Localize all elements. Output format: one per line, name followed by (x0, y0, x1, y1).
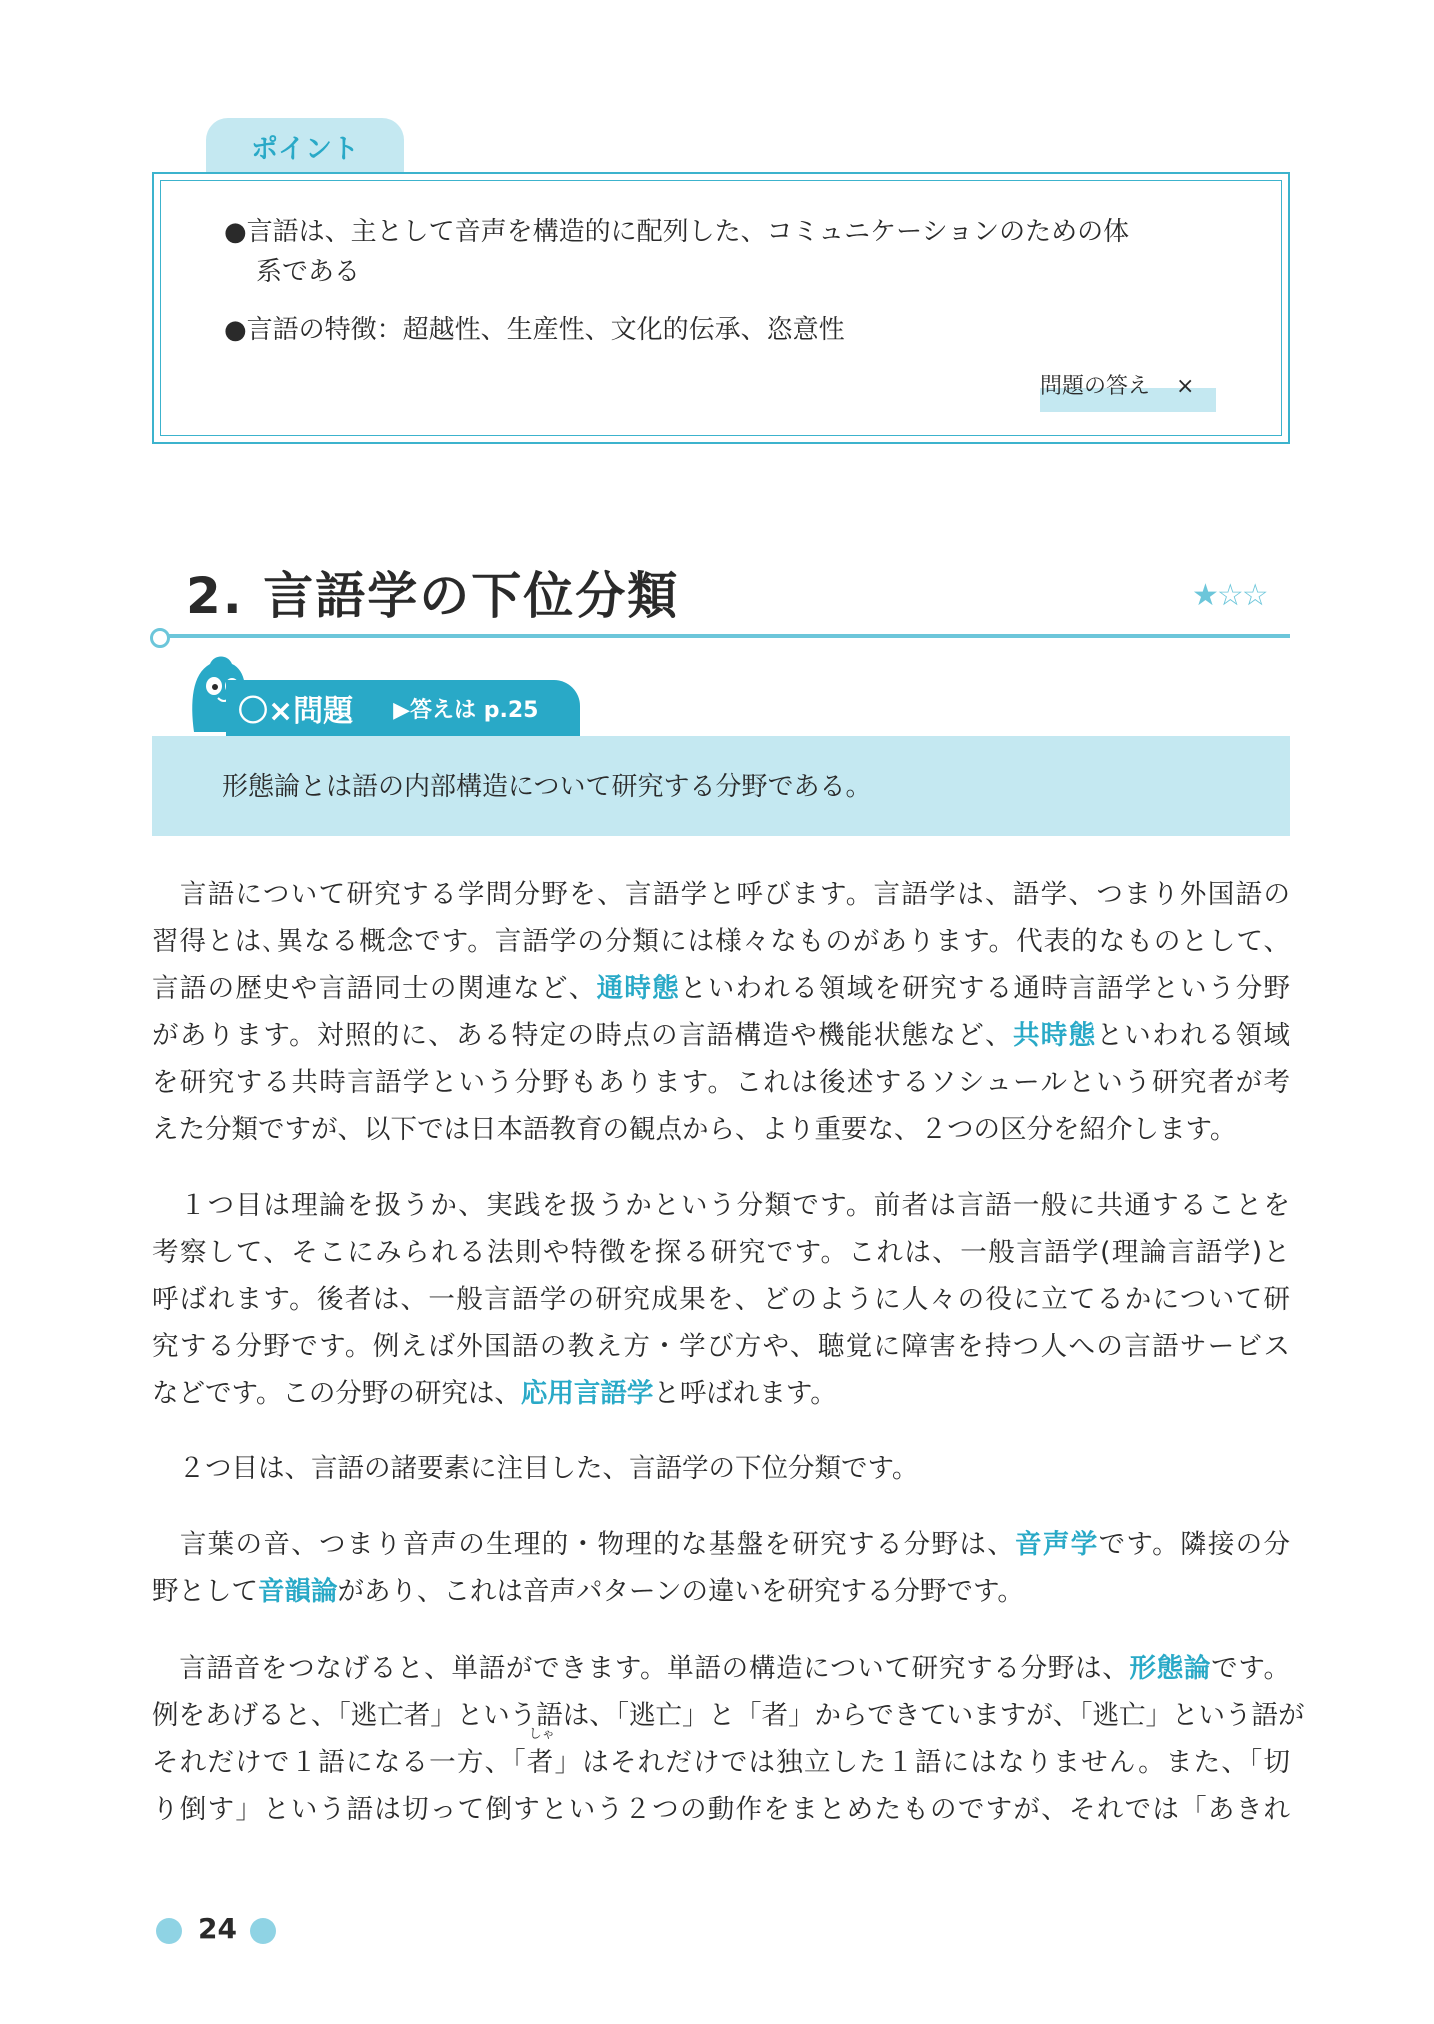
body-p5-line-3: それだけで１語になる一方、「 しゃ 者」はそれだけでは独立した１語にはなりません。また、「切 (152, 1727, 1291, 1778)
keyword-oyo-gengogaku: 応用言語学 (520, 1378, 654, 1409)
keyword-keitairon: 形態論 (1129, 1653, 1212, 1684)
keyword-tsujitai: 通時態 (596, 973, 680, 1004)
body-p1-line-2: 習得とは､異なる概念です。言語学の分類には様々なものがあります。代表的なものとして、 (152, 926, 1290, 957)
quiz-tab (226, 680, 580, 736)
point-tab: ポイント (206, 118, 404, 174)
page-dot-left (156, 1918, 182, 1944)
ruby-sha: しゃ 者 (526, 1727, 555, 1778)
quiz-question: 形態論とは語の内部構造について研究する分野である。 (222, 772, 872, 802)
keyword-oninron: 音韻論 (258, 1576, 338, 1607)
body-p4-line-1: 言葉の音、つまり音声の生理的・物理的な基盤を研究する分野は、音声学です。隣接の分 (152, 1529, 1290, 1560)
body-p4-line-2: 野として音韻論があり、これは音声パターンの違いを研究する分野です。 (152, 1576, 1024, 1607)
ruby-reading: しゃ (528, 1727, 555, 1742)
body-p5-line-2: 例をあげると、「逃亡者」という語は、「逃亡」と「者」からできていますが、「逃亡」という語が (152, 1700, 1305, 1731)
body-p2-line-5: などです。この分野の研究は、応用言語学と呼ばれます。 (152, 1378, 837, 1409)
section-title: 2. 言語学の下位分類 (186, 567, 680, 625)
body-p5-line-4: り倒す」という語は切って倒すという２つの動作をまとめたものですが、それでは「あきれ (152, 1794, 1290, 1825)
body-p2-line-3: 呼ばれます。後者は、一般言語学の研究成果を、どのように人々の役に立てるかについて研 (152, 1284, 1290, 1315)
section-rule (160, 634, 1290, 638)
keyword-onseigaku: 音声学 (1015, 1529, 1099, 1560)
body-p2-line-2: 考察して、そこにみられる法則や特徴を探る研究です。これは、一般言語学(理論言語学)と (152, 1237, 1290, 1268)
quiz-title: 〇×問題 (238, 694, 354, 729)
answer-mark: × (1176, 374, 1195, 399)
page-dot-right (250, 1918, 276, 1944)
body-p3: ２つ目は、言語の諸要素に注目した、言語学の下位分類です。 (152, 1453, 919, 1484)
body-p1-line-1: 言語について研究する学問分野を、言語学と呼びます。言語学は、語学、つまり外国語の (152, 879, 1290, 910)
body-p2-line-1: １つ目は理論を扱うか、実践を扱うかという分類です。前者は言語一般に共通することを (152, 1190, 1290, 1221)
quiz-box (152, 736, 1290, 836)
point-bullet-1-line-2: 系である (256, 257, 361, 287)
difficulty-stars: ★☆☆ (1192, 578, 1267, 613)
point-bullet-2: ●言語の特徴：超越性、生産性、文化的伝承、恣意性 (224, 315, 845, 345)
point-bullet-1-line-1: ●言語は、主として音声を構造的に配列した、コミュニケーションのための体 (224, 217, 1130, 247)
keyword-kyojitai: 共時態 (1012, 1020, 1097, 1051)
answer-label: 問題の答え (1040, 374, 1151, 399)
body-p5-line-1: 言語音をつなげると、単語ができます。単語の構造について研究する分野は、形態論です。 (152, 1653, 1291, 1684)
page-number: 24 (198, 1912, 237, 1945)
body-p1-line-6: えた分類ですが、以下では日本語教育の観点から、より重要な、２つの区分を紹介します。 (152, 1114, 1237, 1145)
body-p1-line-5: を研究する共時言語学という分野もあります。これは後述するソシュールという研究者が考 (152, 1067, 1290, 1098)
answer-strip (1040, 370, 1216, 412)
body-p2-line-4: 究する分野です。例えば外国語の教え方・学び方や、聴覚に障害を持つ人への言語サービス (152, 1331, 1290, 1362)
section-rule-dot (150, 628, 170, 648)
quiz-answer-ref: ▶答えは p.25 (393, 697, 539, 723)
body-p1-line-3: 言語の歴史や言語同士の関連など、通時態といわれる領域を研究する通時言語学という分野 (152, 973, 1291, 1004)
body-p1-line-4: があります。対照的に、ある特定の時点の言語構造や機能状態など、共時態といわれる領域 (152, 1020, 1291, 1051)
